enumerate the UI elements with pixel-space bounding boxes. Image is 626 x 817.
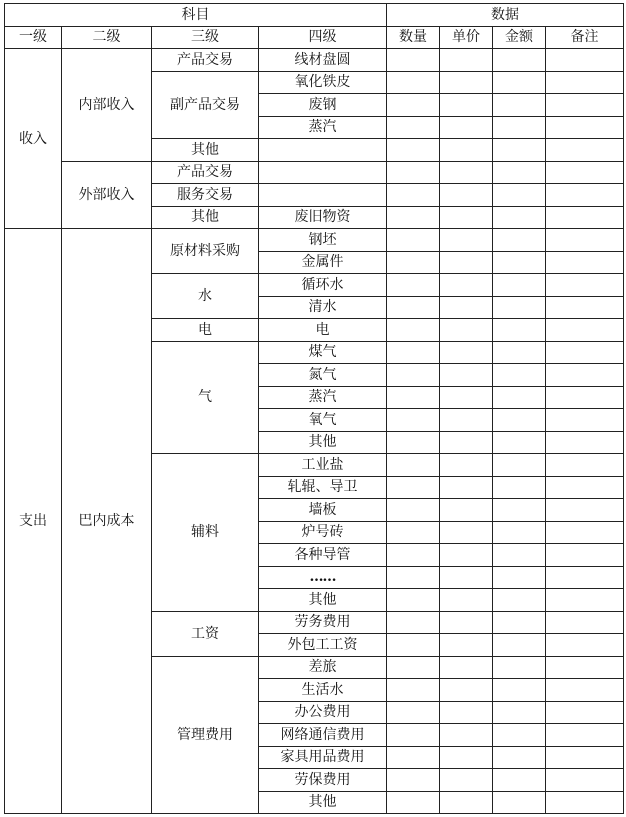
data-cell — [546, 206, 624, 229]
data-cell — [546, 589, 624, 612]
header-group-row — [5, 4, 624, 27]
water-item: 清水 — [259, 296, 387, 319]
data-cell — [493, 94, 546, 117]
data-cell — [387, 409, 440, 432]
data-cell — [387, 251, 440, 274]
data-cell — [546, 364, 624, 387]
raw-material-item: 钢坯 — [259, 229, 387, 252]
quantity-header: 数量 — [387, 26, 440, 49]
data-cell — [546, 454, 624, 477]
data-cell — [546, 274, 624, 297]
data-cell — [387, 206, 440, 229]
empty-cell — [259, 139, 387, 162]
data-cell — [546, 49, 624, 72]
data-cell — [440, 679, 493, 702]
management-item: 劳保费用 — [259, 769, 387, 792]
table-row — [5, 161, 624, 184]
data-cell — [387, 544, 440, 567]
data-cell — [440, 251, 493, 274]
expense-label: 支出 — [5, 229, 62, 814]
data-cell — [493, 769, 546, 792]
data-cell — [387, 521, 440, 544]
data-cell — [387, 229, 440, 252]
byproduct-trade: 副产品交易 — [152, 71, 259, 139]
auxiliary-label: 辅料 — [152, 454, 259, 612]
data-cell — [387, 589, 440, 612]
table-row — [5, 229, 624, 252]
data-cell — [387, 71, 440, 94]
data-cell — [440, 94, 493, 117]
data-cell — [493, 544, 546, 567]
data-cell — [387, 701, 440, 724]
data-cell — [440, 296, 493, 319]
header-column-row — [5, 26, 624, 49]
data-cell — [440, 656, 493, 679]
gas-item: 氮气 — [259, 364, 387, 387]
byproduct-item: 氧化铁皮 — [259, 71, 387, 94]
data-cell — [493, 341, 546, 364]
data-cell — [493, 116, 546, 139]
auxiliary-item: 炉号砖 — [259, 521, 387, 544]
data-cell — [387, 634, 440, 657]
management-item: 办公费用 — [259, 701, 387, 724]
data-cell — [440, 206, 493, 229]
unit-price-header: 单价 — [440, 26, 493, 49]
management-item: 网络通信费用 — [259, 724, 387, 747]
table-row — [5, 49, 624, 72]
cost-center-label: 巴内成本 — [62, 229, 152, 814]
management-item: 差旅 — [259, 656, 387, 679]
amount-header: 金额 — [493, 26, 546, 49]
level2-header: 二级 — [62, 26, 152, 49]
data-cell — [387, 679, 440, 702]
external-other-item: 废旧物资 — [259, 206, 387, 229]
data-cell — [387, 49, 440, 72]
auxiliary-item: 墙板 — [259, 499, 387, 522]
data-cell — [493, 49, 546, 72]
data-cell — [387, 611, 440, 634]
auxiliary-item-ellipsis: …… — [259, 566, 387, 589]
data-cell — [440, 341, 493, 364]
data-cell — [546, 71, 624, 94]
data-cell — [493, 724, 546, 747]
data-cell — [493, 229, 546, 252]
management-item: 家具用品费用 — [259, 746, 387, 769]
data-cell — [493, 791, 546, 814]
data-cell — [546, 656, 624, 679]
data-cell — [387, 746, 440, 769]
data-cell — [546, 94, 624, 117]
data-cell — [493, 521, 546, 544]
data-cell — [546, 431, 624, 454]
data-cell — [493, 139, 546, 162]
data-cell — [387, 724, 440, 747]
data-cell — [440, 791, 493, 814]
data-cell — [387, 386, 440, 409]
data-cell — [440, 521, 493, 544]
data-cell — [493, 611, 546, 634]
data-cell — [440, 139, 493, 162]
data-cell — [387, 161, 440, 184]
data-cell — [546, 634, 624, 657]
data-cell — [493, 386, 546, 409]
internal-income-label: 内部收入 — [62, 49, 152, 162]
data-cell — [546, 521, 624, 544]
data-cell — [493, 634, 546, 657]
data-cell — [440, 49, 493, 72]
data-cell — [546, 409, 624, 432]
data-cell — [546, 319, 624, 342]
external-income-label: 外部收入 — [62, 161, 152, 229]
data-cell — [493, 656, 546, 679]
data-cell — [440, 611, 493, 634]
data-cell — [387, 791, 440, 814]
subject-group-header: 科目 — [5, 4, 387, 27]
data-cell — [493, 499, 546, 522]
data-cell — [546, 611, 624, 634]
external-product-trade: 产品交易 — [152, 161, 259, 184]
data-group-header: 数据 — [387, 4, 624, 27]
data-cell — [440, 319, 493, 342]
data-cell — [493, 184, 546, 207]
data-cell — [387, 184, 440, 207]
level4-header: 四级 — [259, 26, 387, 49]
external-service-trade: 服务交易 — [152, 184, 259, 207]
data-cell — [387, 566, 440, 589]
auxiliary-item: 各种导管 — [259, 544, 387, 567]
data-cell — [546, 386, 624, 409]
data-cell — [440, 116, 493, 139]
raw-material-label: 原材料采购 — [152, 229, 259, 274]
data-cell — [493, 364, 546, 387]
level3-header: 三级 — [152, 26, 259, 49]
management-item: 生活水 — [259, 679, 387, 702]
data-cell — [440, 634, 493, 657]
data-cell — [493, 296, 546, 319]
data-cell — [387, 341, 440, 364]
data-cell — [387, 476, 440, 499]
data-cell — [546, 544, 624, 567]
data-cell — [440, 364, 493, 387]
data-cell — [387, 116, 440, 139]
data-cell — [440, 229, 493, 252]
raw-material-item: 金属件 — [259, 251, 387, 274]
data-cell — [546, 476, 624, 499]
auxiliary-item: 其他 — [259, 589, 387, 612]
electricity-item: 电 — [259, 319, 387, 342]
data-cell — [440, 499, 493, 522]
data-cell — [387, 499, 440, 522]
data-cell — [440, 454, 493, 477]
data-cell — [546, 251, 624, 274]
wages-item: 外包工工资 — [259, 634, 387, 657]
data-cell — [493, 251, 546, 274]
data-cell — [546, 679, 624, 702]
data-cell — [440, 589, 493, 612]
byproduct-item: 蒸汽 — [259, 116, 387, 139]
data-cell — [440, 161, 493, 184]
electricity-label: 电 — [152, 319, 259, 342]
water-item: 循环水 — [259, 274, 387, 297]
data-cell — [440, 71, 493, 94]
data-cell — [387, 364, 440, 387]
internal-other: 其他 — [152, 139, 259, 162]
data-cell — [546, 701, 624, 724]
income-label: 收入 — [5, 49, 62, 229]
data-cell — [493, 746, 546, 769]
internal-product-trade: 产品交易 — [152, 49, 259, 72]
data-cell — [546, 116, 624, 139]
data-cell — [546, 791, 624, 814]
data-cell — [546, 746, 624, 769]
data-cell — [493, 319, 546, 342]
data-cell — [546, 769, 624, 792]
gas-label: 气 — [152, 341, 259, 454]
data-cell — [493, 161, 546, 184]
data-cell — [493, 476, 546, 499]
data-cell — [493, 274, 546, 297]
data-cell — [440, 746, 493, 769]
data-cell — [493, 431, 546, 454]
data-cell — [493, 589, 546, 612]
data-cell — [440, 724, 493, 747]
data-cell — [440, 431, 493, 454]
data-cell — [440, 544, 493, 567]
data-cell — [387, 296, 440, 319]
ledger-table — [4, 3, 624, 814]
internal-product-trade-item: 线材盘圆 — [259, 49, 387, 72]
data-cell — [440, 701, 493, 724]
data-cell — [546, 161, 624, 184]
management-label: 管理费用 — [152, 656, 259, 814]
data-cell — [387, 274, 440, 297]
data-cell — [493, 454, 546, 477]
data-cell — [493, 679, 546, 702]
data-cell — [387, 139, 440, 162]
byproduct-item: 废钢 — [259, 94, 387, 117]
data-cell — [440, 184, 493, 207]
data-cell — [493, 701, 546, 724]
data-cell — [493, 409, 546, 432]
water-label: 水 — [152, 274, 259, 319]
auxiliary-item: 工业盐 — [259, 454, 387, 477]
gas-item: 氧气 — [259, 409, 387, 432]
data-cell — [440, 566, 493, 589]
data-cell — [440, 386, 493, 409]
gas-item: 煤气 — [259, 341, 387, 364]
data-cell — [546, 139, 624, 162]
empty-cell — [259, 161, 387, 184]
data-cell — [387, 431, 440, 454]
data-cell — [546, 184, 624, 207]
data-cell — [387, 769, 440, 792]
data-cell — [546, 499, 624, 522]
empty-cell — [259, 184, 387, 207]
management-item: 其他 — [259, 791, 387, 814]
data-cell — [546, 724, 624, 747]
wages-label: 工资 — [152, 611, 259, 656]
data-cell — [387, 94, 440, 117]
data-cell — [493, 206, 546, 229]
gas-item: 其他 — [259, 431, 387, 454]
level1-header: 一级 — [5, 26, 62, 49]
data-cell — [440, 769, 493, 792]
data-cell — [493, 71, 546, 94]
wages-item: 劳务费用 — [259, 611, 387, 634]
data-cell — [387, 454, 440, 477]
remark-header: 备注 — [546, 26, 624, 49]
data-cell — [546, 566, 624, 589]
data-cell — [440, 476, 493, 499]
data-cell — [546, 229, 624, 252]
auxiliary-item: 轧辊、导卫 — [259, 476, 387, 499]
gas-item: 蒸汽 — [259, 386, 387, 409]
data-cell — [387, 319, 440, 342]
data-cell — [440, 409, 493, 432]
data-cell — [440, 274, 493, 297]
data-cell — [546, 341, 624, 364]
data-cell — [546, 296, 624, 319]
external-other: 其他 — [152, 206, 259, 229]
data-cell — [387, 656, 440, 679]
data-cell — [493, 566, 546, 589]
